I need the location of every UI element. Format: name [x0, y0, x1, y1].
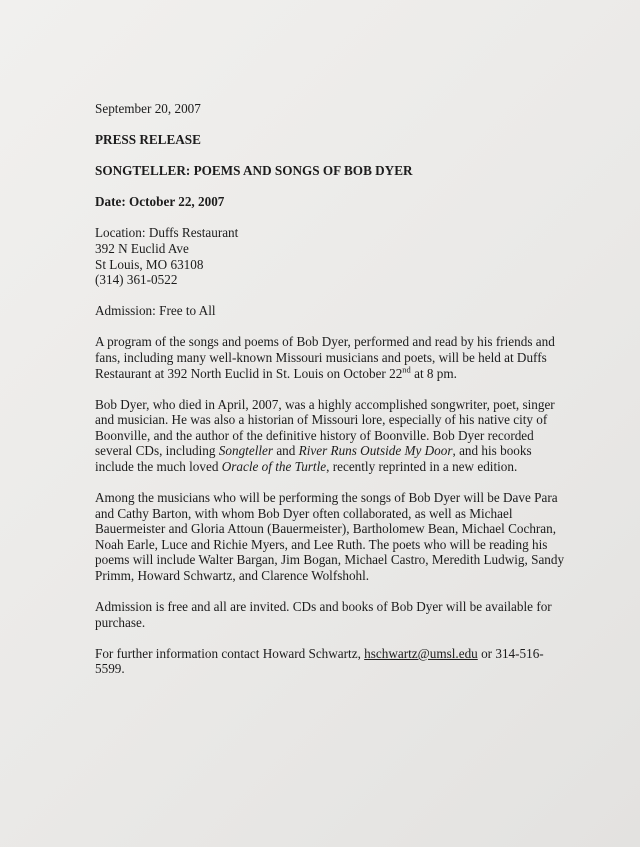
- cd-title-songteller: Songteller: [218, 443, 274, 459]
- paragraph-program: A program of the songs and poems of Bob Dyer, performed and read by his friends and fans, including many well-known Missouri musicians and poets, will be held at Duffs Restaurant at 392 North Euclid in St. Louis on October 22nd at 8 pm.: [95, 334, 555, 381]
- paragraph-performers: Among the musicians who will be performing the songs of Bob Dyer will be Dave Para and Cathy Barton, with whom Bob Dyer often collaborated, as well as Michael Bauermeister and Gloria Attoun (Bauermeister), Bartholomew Bean, Michael Cochran, Noah Earle, Luce and Richie Myers, and Lee Ruth. The poets who will be reading his poems will include Walter Bargan, Jim Bogan, Michael Castro, Meredith Ludwig, Sandy Primm, Howard Schwartz, and Clarence Wolfshohl.: [95, 490, 565, 584]
- admission-line: Admission: Free to All: [95, 303, 216, 319]
- contact-email-link[interactable]: hschwartz@umsl.edu: [364, 645, 478, 661]
- cd-title-river-runs: River Runs Outside My Door: [298, 443, 453, 459]
- document-title: SONGTELLER: POEMS AND SONGS OF BOB DYER: [95, 163, 413, 179]
- event-date: Date: October 22, 2007: [95, 194, 225, 210]
- location-phone: (314) 361-0522: [95, 272, 178, 288]
- location-name: Location: Duffs Restaurant: [95, 225, 239, 241]
- paragraph-admission: Admission is free and all are invited. CDs and books of Bob Dyer will be available for purchase.: [95, 599, 552, 630]
- paragraph-biography: Bob Dyer, who died in April, 2007, was a highly accomplished songwriter, poet, singer and musician. He was also a historian of Missouri lore, especially of his native city of Boonville, and the author of the definitive history of Boonville. Bob Dyer recorded several CDs, including Songteller and River Runs Outside My Door, and his books include the much loved Oracle of the Turtle, recently reprinted in a new edition.: [95, 396, 555, 474]
- location-city: St Louis, MO 63108: [95, 256, 204, 272]
- location-street: 392 N Euclid Ave: [95, 240, 189, 256]
- heading: PRESS RELEASE: [95, 132, 201, 148]
- press-release-body: [95, 101, 565, 693]
- date-line: September 20, 2007: [95, 101, 201, 116]
- paragraph-contact: For further information contact Howard Schwartz, hschwartz@umsl.edu or 314-516- 5599.: [95, 645, 544, 677]
- location-block: [95, 225, 555, 287]
- book-title-oracle: Oracle of the Turtle: [221, 459, 327, 474]
